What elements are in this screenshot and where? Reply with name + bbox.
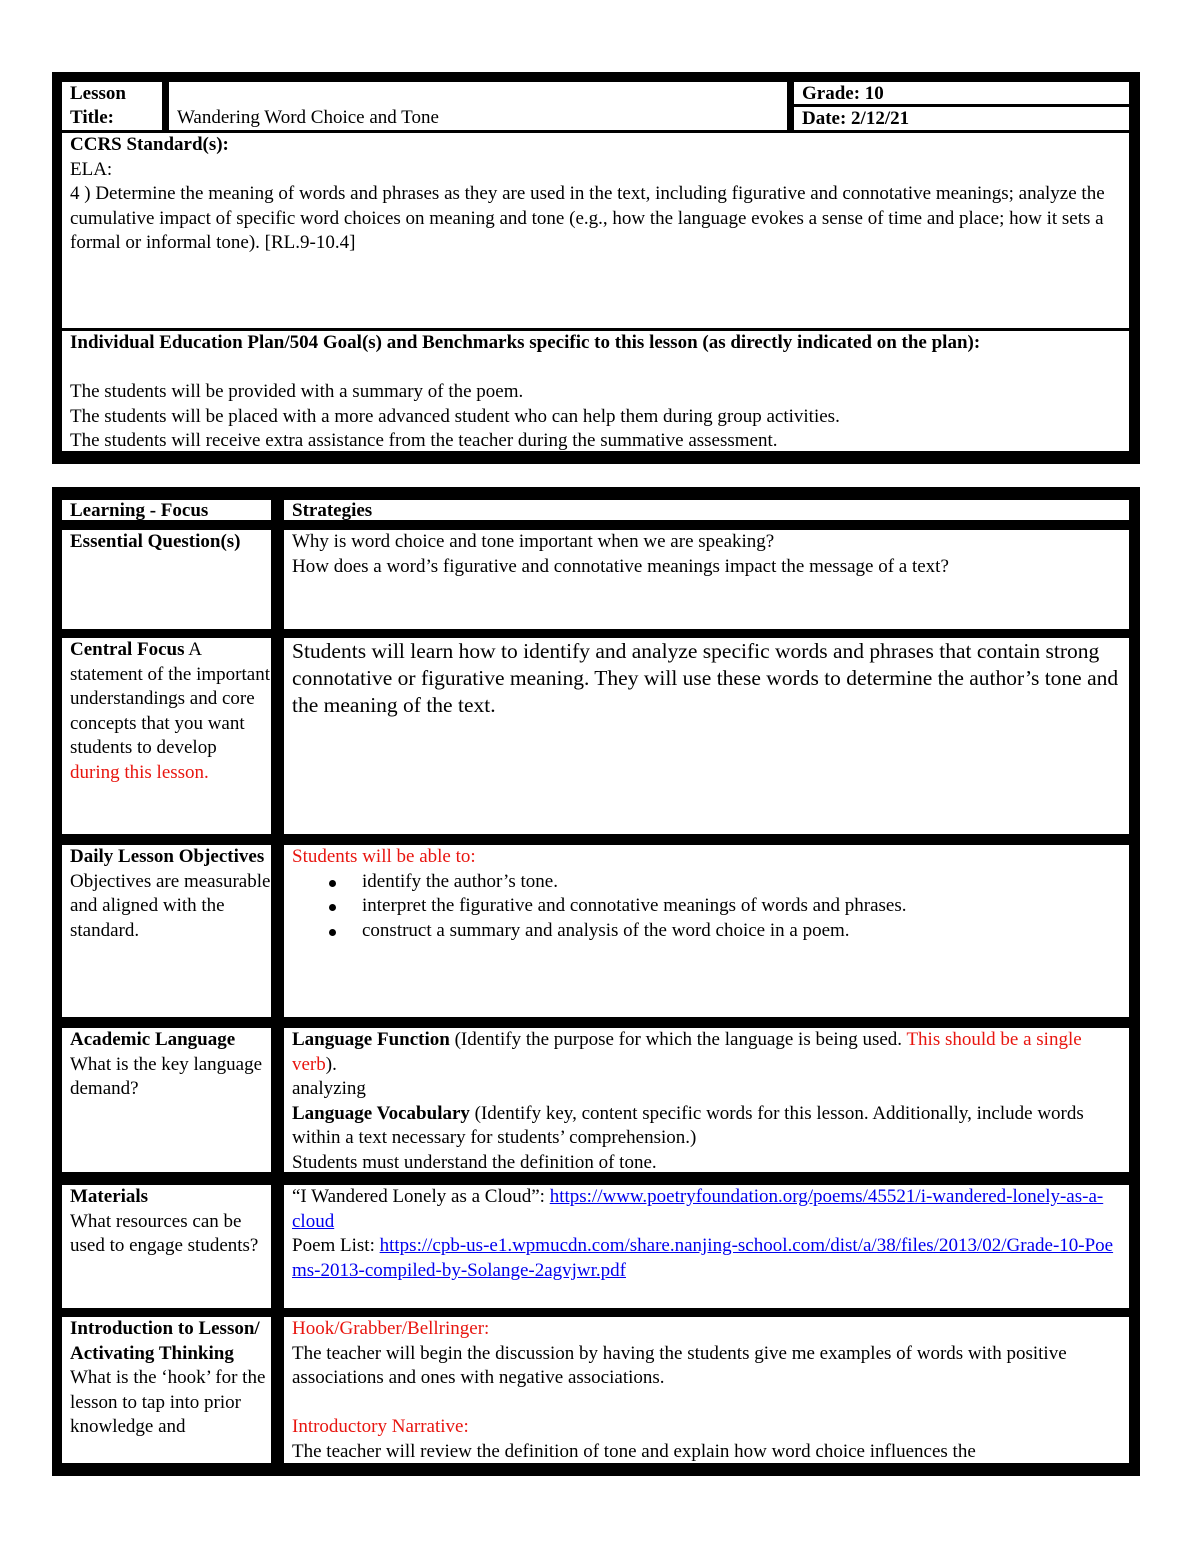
objectives-label bbox=[62, 845, 271, 1017]
lesson-title-label-cell bbox=[62, 82, 162, 130]
central-focus-desc-red: during this lesson. bbox=[70, 761, 209, 783]
central-focus-label bbox=[62, 638, 271, 834]
language-vocabulary-value: Students must understand the definition of tone. bbox=[292, 1151, 657, 1172]
iep-goal-1: The students will be provided with a summary of the poem. bbox=[70, 381, 524, 403]
hook-heading: Hook/Grabber/Bellringer: bbox=[292, 1318, 490, 1339]
iep-goal-3: The students will receive extra assistance from the teacher during the summative assessment. bbox=[70, 430, 778, 451]
academic-language-desc: What is the key language demand? bbox=[70, 1053, 263, 1100]
lesson-header-table bbox=[52, 72, 1140, 464]
narrative-heading: Introductory Narrative: bbox=[292, 1416, 469, 1438]
lesson-title-value: Wandering Word Choice and Tone bbox=[177, 107, 439, 128]
essential-question-2: How does a word’s figurative and connotative meanings impact the message of a text? bbox=[292, 555, 949, 577]
academic-language-content bbox=[284, 1028, 1129, 1172]
academic-language-title: Academic Language bbox=[70, 1029, 236, 1050]
strategies-header: Strategies bbox=[284, 500, 1129, 520]
materials-desc: What resources can be used to engage students? bbox=[70, 1210, 259, 1257]
essential-question-label: Essential Question(s) bbox=[62, 530, 271, 629]
ccrs-standard-text: 4 ) Determine the meaning of words and phrases as they are used in the text, including figurative and connotative meanings; analyze the cumulative impact of specific word choices on meaning and tone (e.g., how the language evokes a sense of time and place; how it sets a formal or informal tone). [RL.9-10.4] bbox=[70, 183, 1105, 254]
date-cell bbox=[794, 107, 1129, 130]
objectives-list bbox=[292, 870, 1129, 944]
poem-list-link[interactable]: https://cpb-us-e1.wpmucdn.com/share.nanjing-school.com/dist/a/38/files/2013/02/Grade-10-Poems-2013-compiled-by-Solange-2agvjwr.pdf bbox=[292, 1235, 1114, 1281]
hook-text: The teacher will begin the discussion by having the students give me examples of words with positive associations and ones with negative associations. bbox=[292, 1342, 1067, 1389]
ccrs-standard-heading: CCRS Standard(s): bbox=[70, 134, 229, 155]
introduction-content bbox=[284, 1317, 1129, 1463]
learning-focus-header: Learning - Focus bbox=[62, 500, 271, 520]
objectives-intro: Students will be able to: bbox=[292, 846, 476, 867]
bullet-icon bbox=[329, 929, 336, 936]
poem-link[interactable]: https://www.poetryfoundation.org/poems/45521/i-wandered-lonely-as-a-cloud bbox=[292, 1186, 1104, 1232]
iep-goal-2: The students will be placed with a more advanced student who can help them during group activities. bbox=[70, 405, 840, 427]
lesson-title-label-1: Lesson bbox=[70, 83, 126, 104]
central-focus-title: Central Focus bbox=[70, 639, 185, 660]
ccrs-subject: ELA: bbox=[70, 158, 113, 180]
grade-cell bbox=[794, 82, 1129, 104]
language-function-value: analyzing bbox=[292, 1078, 366, 1100]
bullet-icon bbox=[329, 880, 336, 887]
essential-question-content bbox=[284, 530, 1129, 629]
date-value: Date: 2/12/21 bbox=[802, 108, 910, 129]
objective-item: identify the author’s tone. bbox=[362, 870, 1129, 895]
language-function: Language Function (Identify the purpose for which the language is being used. This should be a single verb). bbox=[292, 1029, 1082, 1075]
introduction-desc: What is the ‘hook’ for the lesson to tap into prior knowledge and bbox=[70, 1367, 266, 1438]
material-poem: “I Wandered Lonely as a Cloud”: https://www.poetryfoundation.org/poems/45521/i-wandered-lonely-as-a-cloud bbox=[292, 1186, 1104, 1232]
materials-content bbox=[284, 1185, 1129, 1308]
lesson-title-cell bbox=[169, 82, 787, 130]
grade-value: Grade: 10 bbox=[802, 83, 884, 104]
material-poem-list: Poem List: https://cpb-us-e1.wpmucdn.com/share.nanjing-school.com/dist/a/38/files/2013/02/Grade-10-Poems-2013-compiled-by-Solange-2agvjwr.pdf bbox=[292, 1235, 1114, 1281]
objective-item: interpret the figurative and connotative meanings of words and phrases. bbox=[362, 894, 1129, 919]
introduction-label bbox=[62, 1317, 271, 1463]
ccrs-standard-cell bbox=[62, 133, 1129, 328]
bullet-icon bbox=[329, 904, 336, 911]
introduction-title: Introduction to Lesson/ Activating Thinking bbox=[70, 1318, 260, 1364]
objectives-content bbox=[284, 845, 1129, 1017]
objective-item: construct a summary and analysis of the word choice in a poem. bbox=[362, 919, 1129, 944]
objectives-title: Daily Lesson Objectives bbox=[70, 846, 265, 867]
objectives-desc: Objectives are measurable and aligned with the standard. bbox=[70, 870, 271, 941]
language-vocabulary: Language Vocabulary (Identify key, content specific words for this lesson. Additionally, include words within a text necessary for students’ comprehension.) bbox=[292, 1102, 1084, 1149]
materials-title: Materials bbox=[70, 1186, 149, 1207]
central-focus-content bbox=[284, 638, 1129, 834]
materials-label bbox=[62, 1185, 271, 1308]
iep-goals-cell bbox=[62, 331, 1129, 451]
central-focus-text: Students will learn how to identify and analyze specific words and phrases that contain strong connotative or figurative meaning. They will use these words to determine the author’s tone and the meaning of the text. bbox=[292, 639, 1119, 717]
iep-goals-heading: Individual Education Plan/504 Goal(s) and Benchmarks specific to this lesson (as directly indicated on the plan): bbox=[70, 332, 981, 353]
learning-focus-table bbox=[52, 487, 1140, 1476]
academic-language-label bbox=[62, 1028, 271, 1172]
essential-question-1: Why is word choice and tone important when we are speaking? bbox=[292, 531, 775, 552]
lesson-title-label-2: Title: bbox=[70, 107, 114, 128]
central-focus-desc: A statement of the important understandings and core concepts that you want students to develop bbox=[70, 639, 270, 759]
narrative-text: The teacher will review the definition of tone and explain how word choice influences the bbox=[292, 1440, 976, 1462]
